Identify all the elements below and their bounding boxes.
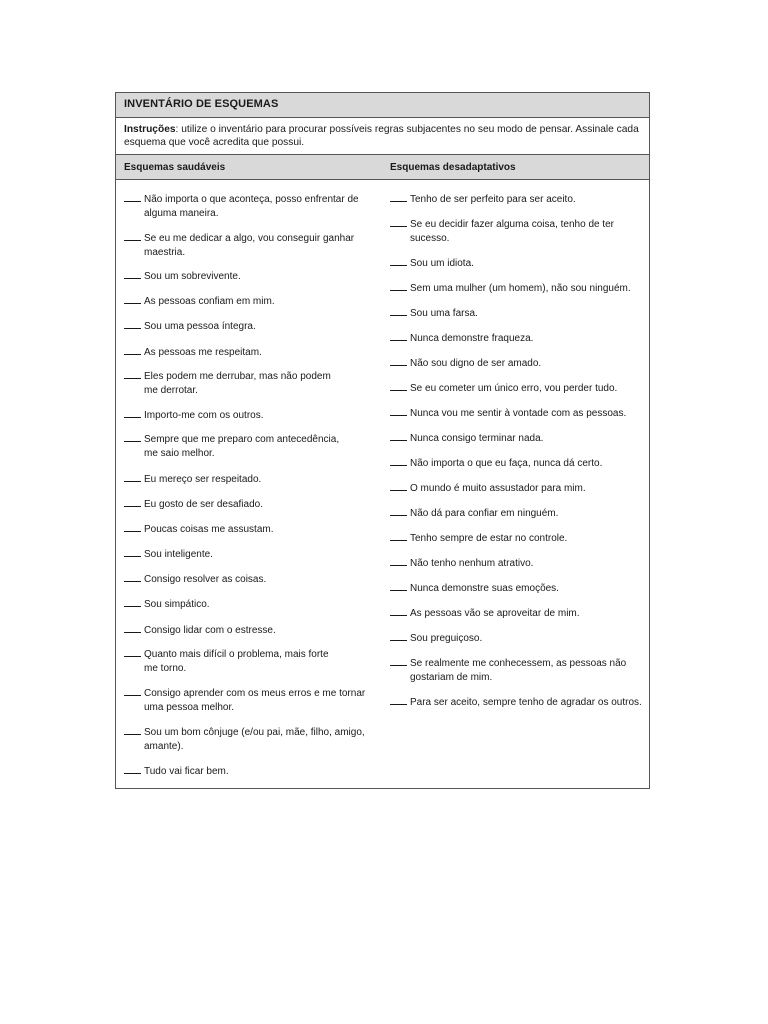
maladaptive-item: Nunca vou me sentir à vontade com as pessoas.: [390, 407, 635, 421]
healthy-item: Poucas coisas me assustam.: [124, 523, 369, 537]
maladaptive-item: Se realmente me conhecessem, as pessoas não gostariam de mim.: [390, 657, 635, 684]
checkbox-blank[interactable]: [124, 433, 141, 442]
maladaptive-item: Não sou digno de ser amado.: [390, 357, 635, 371]
checkbox-blank[interactable]: [124, 687, 141, 696]
checkbox-blank[interactable]: [124, 193, 141, 202]
checkbox-blank[interactable]: [124, 346, 141, 355]
instructions-text-1: : utilize o inventário para procurar possíveis regras subjacentes no seu modo de pensar. Assinale cada: [175, 124, 639, 135]
checkbox-blank[interactable]: [124, 548, 141, 557]
checkbox-blank[interactable]: [124, 498, 141, 507]
checkbox-blank[interactable]: [390, 657, 407, 666]
instructions-text-2: esquema que você acredita que possui.: [124, 137, 305, 148]
checkbox-blank[interactable]: [390, 407, 407, 416]
checkbox-blank[interactable]: [390, 607, 407, 616]
checkbox-blank[interactable]: [390, 457, 407, 466]
maladaptive-item: As pessoas vão se aproveitar de mim.: [390, 607, 635, 621]
maladaptive-item: Nunca consigo terminar nada.: [390, 432, 635, 446]
checkbox-blank[interactable]: [124, 573, 141, 582]
healthy-item: Sou simpático.: [124, 598, 369, 612]
column-header-bar: [116, 155, 649, 180]
column-header-healthy: Esquemas saudáveis: [124, 162, 226, 173]
checkbox-blank[interactable]: [390, 307, 407, 316]
checkbox-blank[interactable]: [124, 409, 141, 418]
healthy-item: Eu mereço ser respeitado.: [124, 473, 369, 487]
checkbox-blank[interactable]: [390, 532, 407, 541]
maladaptive-item: Se eu cometer um único erro, vou perder tudo.: [390, 382, 635, 396]
maladaptive-item: Sou preguiçoso.: [390, 632, 635, 646]
healthy-item: Consigo lidar com o estresse.: [124, 624, 369, 638]
checkbox-blank[interactable]: [390, 193, 407, 202]
maladaptive-item: Não importa o que eu faça, nunca dá certo.: [390, 457, 635, 471]
maladaptive-item: Sem uma mulher (um homem), não sou ninguém.: [390, 282, 635, 296]
checkbox-blank[interactable]: [124, 598, 141, 607]
checkbox-blank[interactable]: [124, 648, 141, 657]
healthy-item: Tudo vai ficar bem.: [124, 765, 369, 779]
checkbox-blank[interactable]: [390, 282, 407, 291]
checkbox-blank[interactable]: [390, 332, 407, 341]
maladaptive-item: Para ser aceito, sempre tenho de agradar os outros.: [390, 696, 648, 710]
maladaptive-item: Tenho de ser perfeito para ser aceito.: [390, 193, 635, 207]
checkbox-blank[interactable]: [124, 232, 141, 241]
column-header-maladaptive: Esquemas desadaptativos: [390, 162, 516, 173]
maladaptive-item: Sou um idiota.: [390, 257, 635, 271]
instructions-label: Instruções: [124, 124, 176, 135]
healthy-item: Consigo resolver as coisas.: [124, 573, 369, 587]
maladaptive-item: Não dá para confiar em ninguém.: [390, 507, 635, 521]
healthy-item: As pessoas me respeitam.: [124, 346, 369, 360]
healthy-item: Sou um bom cônjuge (e/ou pai, mãe, filho, amigo, amante).: [124, 726, 369, 753]
maladaptive-item: Sou uma farsa.: [390, 307, 635, 321]
healthy-item: As pessoas confiam em mim.: [124, 295, 369, 309]
healthy-item: Importo-me com os outros.: [124, 409, 369, 423]
checkbox-blank[interactable]: [390, 357, 407, 366]
checkbox-blank[interactable]: [124, 765, 141, 774]
maladaptive-item: Se eu decidir fazer alguma coisa, tenho de ter sucesso.: [390, 218, 635, 245]
checkbox-blank[interactable]: [390, 632, 407, 641]
healthy-item: Sou um sobrevivente.: [124, 270, 369, 284]
checkbox-blank[interactable]: [390, 582, 407, 591]
checkbox-blank[interactable]: [390, 482, 407, 491]
checkbox-blank[interactable]: [124, 320, 141, 329]
checkbox-blank[interactable]: [124, 523, 141, 532]
checkbox-blank[interactable]: [124, 473, 141, 482]
checkbox-blank[interactable]: [124, 270, 141, 279]
checkbox-blank[interactable]: [390, 382, 407, 391]
healthy-item: Eles podem me derrubar, mas não podem me derrotar.: [124, 370, 369, 397]
maladaptive-item: O mundo é muito assustador para mim.: [390, 482, 635, 496]
checkbox-blank[interactable]: [390, 557, 407, 566]
schema-inventory-sheet: [115, 92, 650, 789]
title-bar: [116, 93, 649, 118]
checkbox-blank[interactable]: [390, 257, 407, 266]
checkbox-blank[interactable]: [124, 370, 141, 379]
sheet-title: INVENTÁRIO DE ESQUEMAS: [124, 98, 279, 110]
healthy-item: Se eu me dedicar a algo, vou conseguir ganhar maestria.: [124, 232, 369, 259]
healthy-item: Eu gosto de ser desafiado.: [124, 498, 369, 512]
checkbox-blank[interactable]: [390, 507, 407, 516]
healthy-item: Sempre que me preparo com antecedência, me saio melhor.: [124, 433, 369, 460]
healthy-item: Sou uma pessoa íntegra.: [124, 320, 369, 334]
maladaptive-item: Não tenho nenhum atrativo.: [390, 557, 635, 571]
healthy-item: Não importa o que aconteça, posso enfrentar de alguma maneira.: [124, 193, 369, 220]
healthy-item: Quanto mais difícil o problema, mais forte me torno.: [124, 648, 369, 675]
checkbox-blank[interactable]: [390, 218, 407, 227]
checkbox-blank[interactable]: [390, 696, 407, 705]
maladaptive-item: Nunca demonstre suas emoções.: [390, 582, 635, 596]
maladaptive-item: Tenho sempre de estar no controle.: [390, 532, 635, 546]
checkbox-blank[interactable]: [124, 295, 141, 304]
healthy-item: Sou inteligente.: [124, 548, 369, 562]
maladaptive-item: Nunca demonstre fraqueza.: [390, 332, 635, 346]
healthy-item: Consigo aprender com os meus erros e me tornar uma pessoa melhor.: [124, 687, 369, 714]
instructions: [124, 123, 644, 149]
checkbox-blank[interactable]: [124, 726, 141, 735]
checkbox-blank[interactable]: [390, 432, 407, 441]
checkbox-blank[interactable]: [124, 624, 141, 633]
